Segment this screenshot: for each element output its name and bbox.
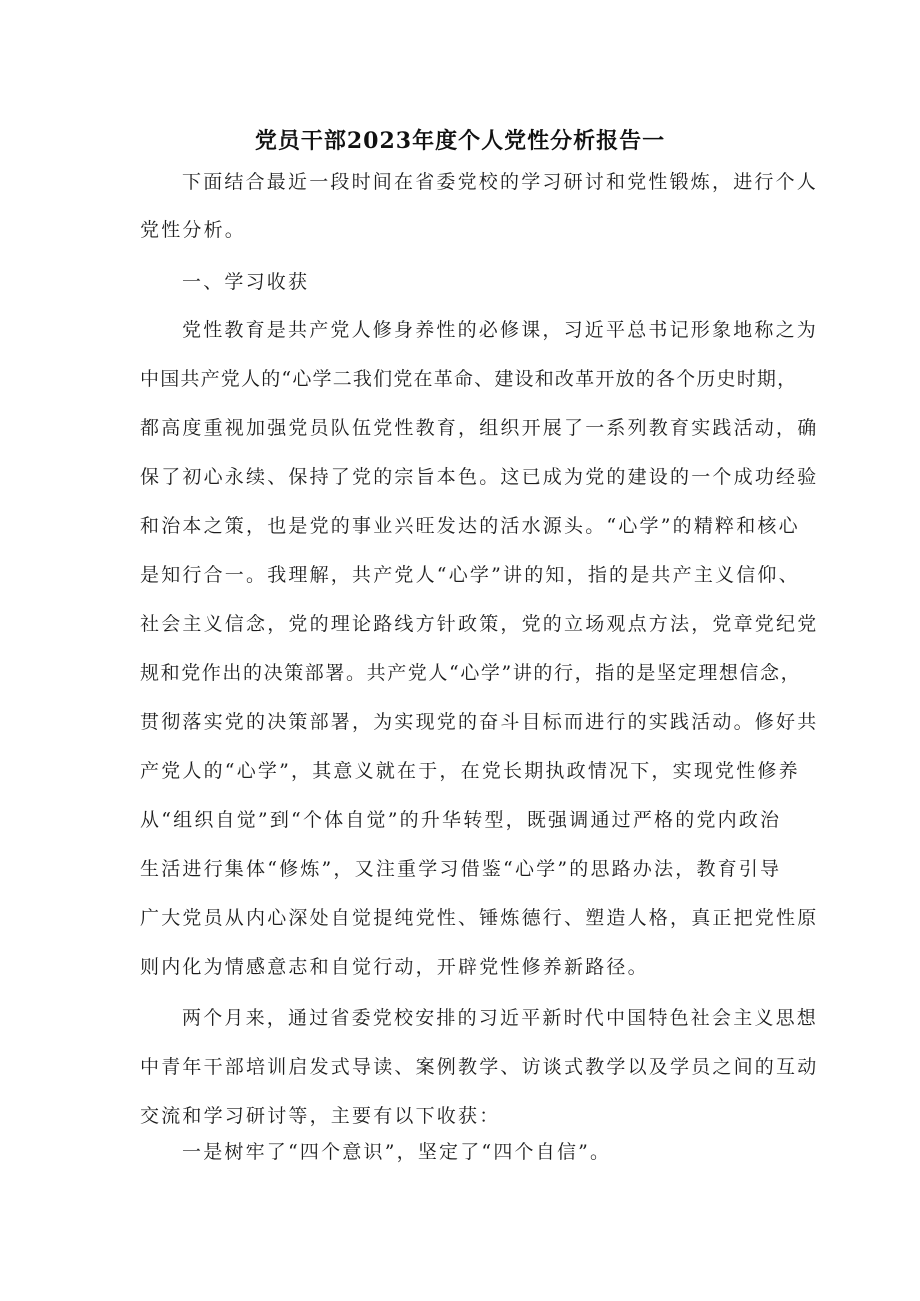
- paragraph-line: 保了初心永续、保持了党的宗旨本色。这已成为党的建设的一个成功经验: [140, 466, 819, 488]
- paragraph-line: 和治本之策，也是党的事业兴旺发达的活水源头。“心学”的精粹和核心: [140, 515, 800, 537]
- paragraph-line: 则内化为情感意志和自觉行动，开辟党性修养新路径。: [140, 956, 649, 978]
- paragraph-intro-line-1: 下面结合最近一段时间在省委党校的学习研讨和党性锻炼，进行个人: [182, 171, 819, 193]
- paragraph-line: 一是树牢了“四个意识”，坚定了“四个自信”。: [182, 1141, 612, 1163]
- paragraph-line: 中青年干部培训启发式导读、案例教学、访谈式教学以及学员之间的互动: [140, 1056, 819, 1078]
- paragraph-line: 两个月来，通过省委党校安排的习近平新时代中国特色社会主义思想: [182, 1007, 819, 1029]
- paragraph-line: 生活进行集体“修炼”，又注重学习借鉴“心学”的思路办法，教育引导: [140, 858, 782, 880]
- paragraph-line: 产党人的“心学”，其意义就在于，在党长期执政情况下，实现党性修养: [140, 760, 800, 782]
- paragraph-line: 是知行合一。我理解，共产党人“心学”讲的知，指的是共产主义信仰、: [140, 564, 800, 586]
- paragraph-line: 中国共产党人的“心学二我们党在革命、建设和改革开放的各个历史时期，: [140, 368, 798, 390]
- paragraph-line: 规和党作出的决策部署。共产党人“心学”讲的行，指的是坚定理想信念，: [140, 662, 802, 684]
- paragraph-line: 广大党员从内心深处自觉提纯党性、锤炼德行、塑造人格，真正把党性原: [140, 907, 819, 929]
- paragraph-line: 都高度重视加强党员队伍党性教育，组织开展了一系列教育实践活动，确: [140, 417, 819, 439]
- paragraph-intro-line-2: 党性分析。: [140, 219, 247, 241]
- section-heading: 一、学习收获: [182, 271, 310, 293]
- paragraph-line: 贯彻落实党的决策部署，为实现党的奋斗目标而进行的实践活动。修好共: [140, 711, 819, 733]
- paragraph-line: 从“组织自觉”到“个体自觉”的升华转型，既强调通过严格的党内政治: [140, 809, 782, 831]
- paragraph-line: 社会主义信念，党的理论路线方针政策，党的立场观点方法，党章党纪党: [140, 613, 819, 635]
- paragraph-line: 交流和学习研讨等，主要有以下收获：: [140, 1105, 501, 1127]
- document-title: 党员干部2023年度个人党性分析报告一: [254, 128, 666, 154]
- paragraph-line: 党性教育是共产党人修身养性的必修课，习近平总书记形象地称之为: [182, 319, 819, 341]
